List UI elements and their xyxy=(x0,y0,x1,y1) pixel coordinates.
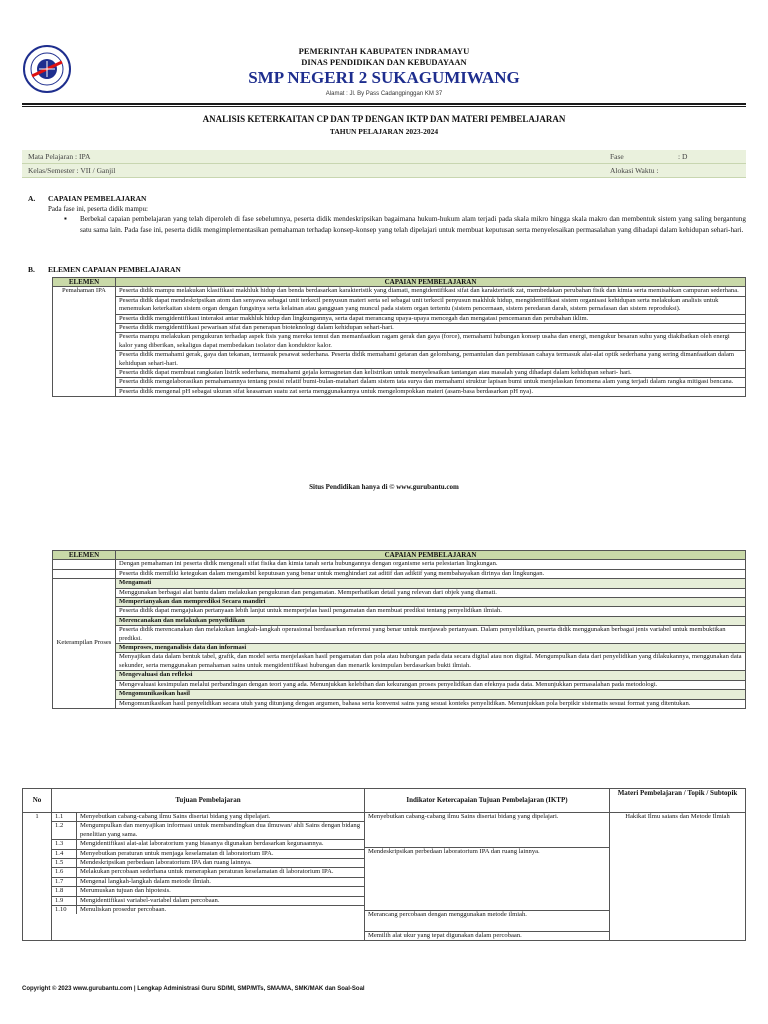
tp-objective-text: Mengenal langkah-langkah dalam metode ilmiah. xyxy=(77,877,365,886)
tp-objective-number: 1.1 xyxy=(52,813,77,822)
cp-row: Peserta didik mampu melakukan klasifikasi makhluk hidup dan benda berdasarkan karakteristik yang diamati, mengidentifikasi sifat dan karakteristik zat, membedakan perubahan fisik dan kimia serta memisahkan campuran sederhana. xyxy=(116,287,746,296)
header-divider-thin xyxy=(22,106,746,107)
tp-objective-number: 1.3 xyxy=(52,840,77,849)
footer-copyright[interactable]: Copyright © 2023 www.gurubantu.com | Lengkap Administrasi Guru SD/MI, SMP/MTs, SMA/MA, SMK/MAK dan Soal-Soal xyxy=(22,986,365,992)
ps-element-empty xyxy=(53,569,116,578)
tp-number: 1 xyxy=(23,813,52,941)
document-subtitle: TAHUN PELAJARAN 2023-2024 xyxy=(329,127,439,136)
cp-row: Peserta didik mengidentifikasi pewarisan sifat dan penerapan bioteknologi dalam kehidupan sehari-hari. xyxy=(116,324,746,333)
ps-row: Menggunakan berbagai alat bantu dalam melakukan pengukuran dan pengamatan. Memperhatikan detail yang relevan dari objek yang diamati. xyxy=(116,588,746,597)
class-semester-label: Kelas/Semester : VII / Ganjil xyxy=(22,164,604,178)
section-a-heading: CAPAIAN PEMBELAJARAN xyxy=(48,194,147,203)
ps-element-empty xyxy=(53,560,116,569)
bullet-icon: ▪ xyxy=(64,214,67,223)
cp-col-achievement: CAPAIAN PEMBELAJARAN xyxy=(116,278,746,287)
ps-row: Mengomunikasikan hasil penyelidikan secara utuh yang ditunjang dengan argumen, bahasa serta konvensi sains yang sesuai konteks penyelidikan. Menunjukkan pola berpikir sistematis sesuai format yang ditentukan. xyxy=(116,699,746,708)
tp-objective-text: Mengidentifikasi alat-alat laboratorium yang biasanya digunakan berdasarkan kegunaannya. xyxy=(77,840,365,849)
ps-col-achievement: CAPAIAN PEMBELAJARAN xyxy=(116,551,746,560)
ps-row: Peserta didik memiliki ketegukan dalam mengambil keputusan yang benar untuk menghindari zat aditif dan adiktif yang membahayakan dirinya dan lingkungan. xyxy=(116,569,746,578)
tp-objectives-list xyxy=(52,813,364,914)
tp-material: Hakikat Ilmu saians dan Metode Ilmiah xyxy=(610,813,746,941)
section-a-bullet: Berbekal capaian pembelajaran yang telah diperoleh di fase sebelumnya, peserta didik mendeskripsikan bagaimana hukum-hukum alam terjadi pada skala mikro hingga skala makro dan membentuk sistem yang saling bergantung satu sama lain. Pada fase ini, peserta didik mengimplementasikan pemahaman terhadap konsep-konsep yang telah dipelajari untuk membuat keputusan serta menyelesaikan permasalahan yang dihadapi dalam kehidupan sehari-hari. xyxy=(80,215,746,234)
cp-col-element: ELEMEN xyxy=(53,278,116,287)
cp-row: Peserta didik mengelaborasikan pemahamannya tentang posisi relatif bumi-bulan-matahari dalam sistem tata surya dan memahami struktur lapisan bumi untuk menjelaskan fenomena alam yang terjadi dalam rangka mitigasi bencana. xyxy=(116,378,746,387)
tp-objective-text: Menyebutkan cabang-cabang ilmu Sains disertai bidang yang dipelajari. xyxy=(77,813,365,822)
phase-value: : D xyxy=(672,150,746,164)
time-allocation-label: Alokasi Waktu : xyxy=(604,164,746,178)
ps-subheading: Mengamati xyxy=(116,579,746,588)
document-title: ANALISIS KETERKAITAN CP DAN TP DENGAN IKTP DAN MATERI PEMBELAJARAN xyxy=(202,114,566,124)
cp-row: Peserta didik dapat membuat rangkaian listrik sederhana, memahami gejala kemagnetan dan kelistrikan untuk menyelesaikan tantangan atau masalah yang dihadapi dalam kehidupan sehari- hari. xyxy=(116,369,746,378)
site-credit[interactable]: Situs Pendidikan hanya di © www.gurubantu.com xyxy=(309,483,459,491)
tp-objective-number: 1.8 xyxy=(52,887,77,896)
tp-col-indicator: Indikator Ketercapaian Tujuan Pembelajaran (IKTP) xyxy=(365,789,610,813)
phase-label: Fase xyxy=(604,150,672,164)
tp-objective-number: 1.2 xyxy=(52,822,77,840)
tp-indicator: Mendeskripsikan perbedaan laboratorium IPA dan ruang lainnya. xyxy=(365,848,609,911)
tp-indicator: Menyebutkan cabang-cabang ilmu Sains disertai bidang yang dipelajari. xyxy=(365,813,609,848)
tp-col-material: Materi Pembelajaran / Topik / Subtopik xyxy=(610,789,746,813)
tp-objective-number: 1.5 xyxy=(52,859,77,868)
tp-objective-text: Mendeskripsikan perbedaan laboratorium IPA dan ruang lainnya. xyxy=(77,859,365,868)
gov-title: PEMERINTAH KABUPATEN INDRAMAYU xyxy=(298,46,470,56)
tp-objective-text: Melakukan percobaan sederhana untuk menerapkan peraturan keselamatan di laboratorium IPA. xyxy=(77,868,365,877)
tp-objective-text: Mengidentifikasi variabel-variabel dalam percobaan. xyxy=(77,896,365,905)
ps-element-cell: Keterampilan Proses xyxy=(53,579,116,709)
ps-row: Dengan pemahaman ini peserta didik mengenali sifat fisika dan kimia tanah serta hubungannya dengan organisme serta pelestarian lingkungan. xyxy=(116,560,746,569)
tp-objective-text: Menuliskan prosedur percobaan. xyxy=(80,906,167,914)
section-a-intro: Pada fase ini, peserta didik mampu: xyxy=(48,205,148,213)
cp-row: Peserta didik mengidentifikasi interaksi antar makhluk hidup dan lingkungannya, serta dapat merancang upaya-upaya mencegah dan mengatasi pencemaran dan perubahan iklim. xyxy=(116,314,746,323)
process-skill-table xyxy=(52,550,746,709)
cp-row: Peserta didik mengenal pH sebagai ukuran sifat keasaman suatu zat serta menggunakannya untuk mengelompokkan materi (asam-basa berdasarkan pH nya). xyxy=(116,387,746,396)
cp-row: Peserta didik dapat mendeskripsikan atom dan senyawa sebagai unit terkecil penyusun materi serta sel sebagai unit terkecil penyusun makhluk hidup, mengidentifikasi sistem organisasi kehidupan serta melakukan analisis untuk menemukan keterkaitan sistem organ dengan fungsinya serta kelainan atau gangguan yang muncul pada sistem organ tertentu (sistem pencernaan, sistem peredaran darah, sistem pernafasan dan sistem reproduksi). xyxy=(116,296,746,314)
cp-row: Peserta mampu melakukan pengukuran terhadap aspek fisis yang mereka temui dan memanfaatkan ragam gerak dan gaya (force), memahami hubungan konsep usaha dan energi, mengukur besaran suhu yang diakibatkan oleh energi kalor yang diberikan, sekaligus dapat membedakan isolator dan konduktor kalor. xyxy=(116,333,746,351)
tp-objective-number: 1.6 xyxy=(52,868,77,877)
ps-row: Peserta didik dapat mengajukan pertanyaan lebih lanjut untuk memperjelas hasil pengamatan dan membuat prediksi tentang penyelidikan ilmiah. xyxy=(116,607,746,616)
tp-objective-number: 1.10 xyxy=(52,906,77,915)
ps-row: Mengevaluasi kesimpulan melalui perbandingan dengan teori yang ada. Menunjukkan kelebihan dan kekurangan proses penyelidikan dan efeknya pada data. Menunjukkan permasalahan pada metodologi. xyxy=(116,680,746,689)
ps-subheading: Memproses, menganalisis data dan informasi xyxy=(116,644,746,653)
dept-title: DINAS PENDIDIKAN DAN KEBUDAYAAN xyxy=(301,57,467,67)
info-table xyxy=(22,150,746,178)
ps-subheading: Mempertanyakan dan memprediksi Secara mandiri xyxy=(116,598,746,607)
ps-row: Menyajikan data dalam bentuk tabel, grafik, dan model serta menjelaskan hasil pengamatan dan pola atau hubungan pada data secara digital atau non digital. Mengumpulkan data dari penyelidikan yang dilakukannya, menggunakan data sekunder, serta menggunakan pemahaman sains untuk mengidentifikasi hubungan dan menarik kesimpulan berdasarkan bukti ilmiah. xyxy=(116,653,746,671)
ps-subheading: Mengevaluasi dan refleksi xyxy=(116,671,746,680)
section-a-letter: A. xyxy=(28,194,36,203)
ps-subheading: Merencanakan dan melakukan penyelidikan xyxy=(116,616,746,625)
tp-col-objective: Tujuan Pembelajaran xyxy=(52,789,365,813)
subject-label: Mata Pelajaran : IPA xyxy=(22,150,604,164)
header-divider xyxy=(22,103,746,105)
cp-element-cell: Pemahaman IPA xyxy=(53,287,116,397)
tp-indicator: Memilih alat ukur yang tepat digunakan dalam percobaan. xyxy=(368,932,522,939)
ps-subheading: Mengomunikasikan hasil xyxy=(116,690,746,699)
tp-objective-number: 1.9 xyxy=(52,896,77,905)
section-b-letter: B. xyxy=(28,265,35,274)
tp-objective-text: Menyebutkan peraturan untuk menjaga keselamatan di laboratorium IPA. xyxy=(77,849,365,858)
tp-objective-number: 1.4 xyxy=(52,849,77,858)
tp-objective-text: Mengumpulkan dan menyajikan informasi untuk membandingkan dua ilmuwan/ ahli Sains dengan bidang penelitian yang sama. xyxy=(77,822,365,840)
tp-objective-text: Merumuskan tujuan dan hipotesis. xyxy=(77,887,365,896)
tp-objectives-cell xyxy=(52,813,365,941)
ps-col-element: ELEMEN xyxy=(53,551,116,560)
tp-objective-number: 1.7 xyxy=(52,877,77,886)
school-name: SMP NEGERI 2 SUKAGUMIWANG xyxy=(248,68,520,87)
ps-row: Peserta didik merencanakan dan melakukan langkah-langkah operasional berdasarkan referensi yang benar untuk menjawab pertanyaan. Dalam penyelidikan, peserta didik menggunakan berbagai jenis variabel untuk membuktikan prediksi. xyxy=(116,626,746,644)
cp-row: Peserta didik memahami gerak, gaya dan tekanan, termasuk pesawat sederhana. Peserta didik memahami getaran dan gelombang, pemantulan dan pembiasan cahaya termasuk alat-alat optik sederhana yang sering dimanfaatkan dalam kehidupan sehari-hari. xyxy=(116,351,746,369)
section-b-heading: ELEMEN CAPAIAN PEMBELAJARAN xyxy=(48,265,181,274)
tp-indicator: Merancang percobaan dengan menggunakan metode ilmiah. xyxy=(365,911,609,932)
tp-indicators-cell xyxy=(365,813,610,941)
tp-table xyxy=(22,788,746,941)
tp-col-no: No xyxy=(23,789,52,813)
cp-table xyxy=(52,277,746,397)
school-address: Alamat : Jl. By Pass Cadangpinggan KM 37 xyxy=(325,91,443,97)
